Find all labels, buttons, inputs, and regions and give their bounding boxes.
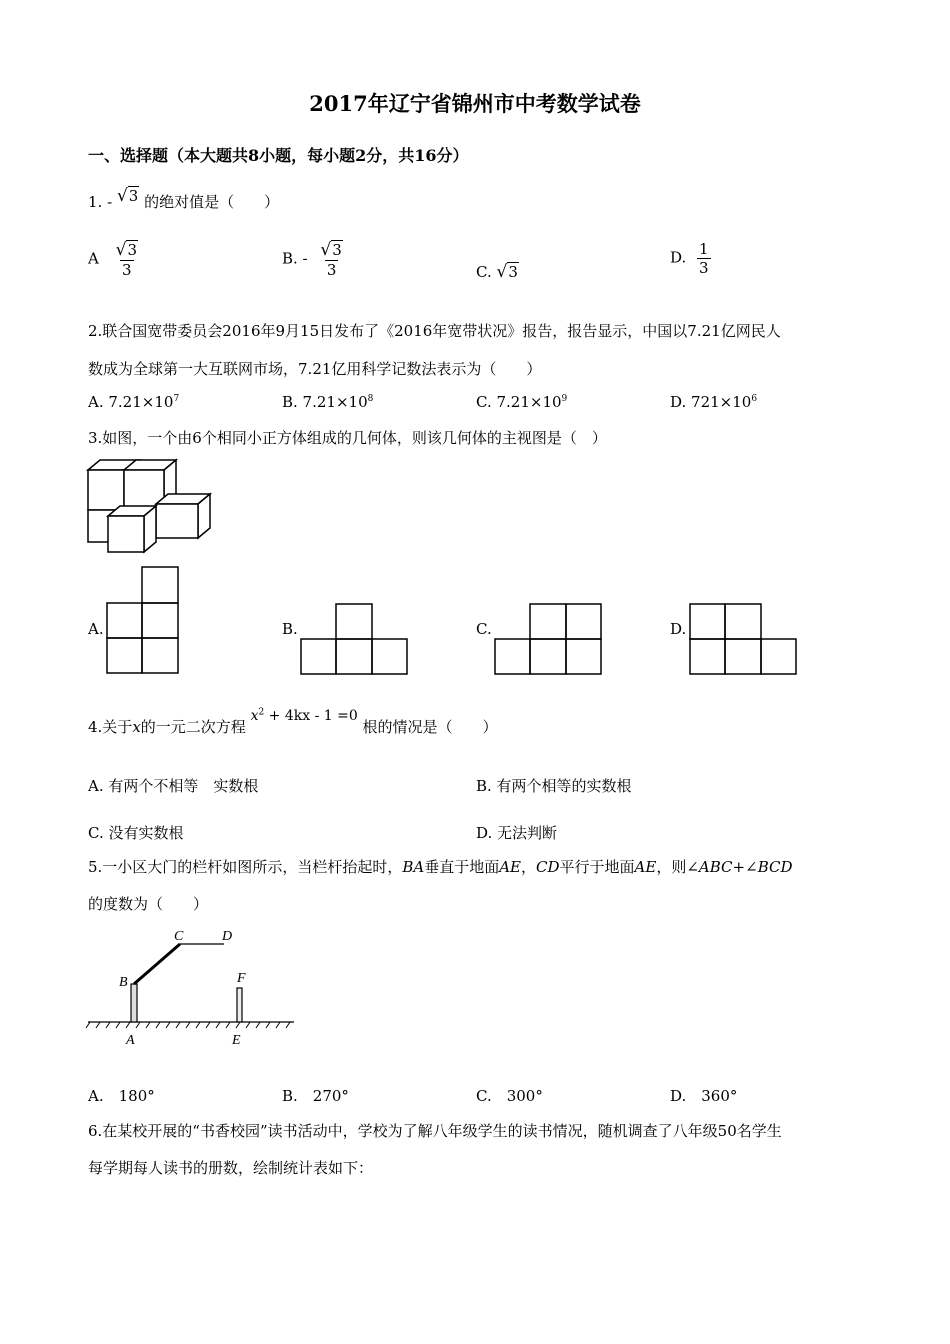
q1-option-a[interactable] — [88, 240, 140, 279]
numerator: 3 — [127, 241, 138, 259]
q1-option-c[interactable] — [476, 262, 519, 282]
eq-rest: + 4kx - 1 =0 — [264, 708, 358, 724]
q5-text: ，则∠ — [656, 858, 699, 876]
denominator: 3 — [699, 259, 709, 277]
q2-line-2: 数成为全球第一大互联网市场，7.21亿用科学记数法表示为（ ） — [88, 360, 542, 378]
q5-option-d[interactable]: D. 360° — [670, 1087, 738, 1105]
q4-variable: x — [132, 718, 141, 736]
q1-prefix: 1. - — [88, 193, 113, 211]
q2-option-b[interactable] — [282, 393, 373, 411]
q5-text: 平行于地面 — [559, 858, 635, 876]
radicand: 3 — [508, 263, 518, 281]
option-label: D. — [670, 248, 687, 267]
seg-ba: BA — [402, 858, 425, 876]
q2-option-d[interactable] — [670, 393, 757, 411]
q5-gate-figure — [86, 926, 298, 1050]
q3-view-d — [689, 603, 799, 677]
q4-option-d[interactable]: D. 无法判断 — [476, 824, 558, 842]
q3-cube-figure — [86, 458, 216, 554]
q5-text: +∠ — [732, 858, 758, 876]
q4-suffix: 根的情况是（ ） — [362, 718, 498, 736]
seg-ae: AE — [499, 858, 521, 876]
q5-text: ， — [521, 858, 537, 876]
angle-bcd: BCD — [757, 858, 793, 876]
q1-suffix: 的绝对值是（ ） — [144, 193, 280, 211]
q5-option-b[interactable]: B. 270° — [282, 1087, 349, 1105]
seg-ae: AE — [634, 858, 657, 876]
exponent: 9 — [561, 394, 568, 404]
question-4 — [88, 707, 498, 737]
q4-prefix: 4.关于 — [88, 718, 133, 736]
q4-option-c[interactable]: C. 没有实数根 — [88, 824, 184, 842]
question-1 — [88, 186, 279, 212]
q4-mid: 的一元二次方程 — [140, 718, 246, 736]
exponent: 8 — [367, 394, 374, 404]
label-c: C — [174, 929, 184, 944]
numerator: 3 — [332, 241, 342, 259]
q3-view-c — [494, 603, 604, 677]
eq-exponent: 2 — [258, 707, 265, 718]
section-heading: 一、选择题（本大题共8小题，每小题2分，共16分） — [88, 146, 469, 165]
option-label: C. — [476, 263, 492, 281]
q1-option-d[interactable] — [670, 240, 711, 277]
q2-option-c[interactable] — [476, 393, 567, 411]
q1-radicand: 3 — [128, 187, 139, 205]
q4-equation — [251, 708, 358, 724]
q5-text: 垂直于地面 — [424, 858, 500, 876]
label-b: B — [119, 975, 128, 990]
q3-view-a — [106, 566, 180, 676]
q5-line-1 — [88, 856, 793, 877]
label-e: E — [232, 1033, 241, 1048]
q3-text: 3.如图，一个由6个相同小正方体组成的几何体，则该几何体的主视图是（ ） — [88, 429, 607, 447]
label-d: D — [222, 929, 233, 944]
page-title: 2017年辽宁省锦州市中考数学试卷 — [309, 91, 641, 116]
fraction: $\frac{√3}{3}$ — [320, 240, 342, 279]
exponent: 6 — [751, 394, 758, 404]
label-a: A — [126, 1033, 135, 1048]
q2-option-a[interactable] — [88, 393, 179, 411]
exponent: 7 — [173, 394, 180, 404]
q3-option-c[interactable]: C. — [476, 620, 492, 638]
q3-option-a[interactable]: A. — [88, 620, 104, 638]
label-f: F — [237, 971, 246, 986]
option-text: B. 7.21×10 — [282, 393, 368, 411]
sqrt: √3 — [496, 262, 518, 282]
denominator: 3 — [326, 261, 337, 279]
fraction: $\frac{√3}{3}$ — [115, 240, 138, 279]
q4-option-a[interactable]: A. 有两个不相等 实数根 — [88, 777, 259, 795]
q2-line-1: 2.联合国宽带委员会2016年9月15日发布了《2016年宽带状况》报告，报告显示，中国以7.21亿网民人 — [88, 322, 781, 340]
numerator: 1 — [699, 240, 709, 258]
seg-cd: CD — [536, 858, 560, 876]
q5-option-c[interactable]: C. 300° — [476, 1087, 543, 1105]
q1-option-b[interactable] — [282, 240, 345, 279]
option-text: C. 7.21×10 — [476, 393, 562, 411]
q6-line-2: 每学期每人读书的册数，绘制统计表如下： — [88, 1159, 374, 1177]
q5-text: 5.一小区大门的栏杆如图所示，当栏杆抬起时， — [88, 858, 403, 876]
q1-sqrt: √3 — [116, 186, 139, 206]
option-text: D. 721×10 — [670, 393, 752, 411]
q3-option-d[interactable]: D. — [670, 620, 687, 638]
option-label: A — [88, 249, 99, 268]
option-label: B. - — [282, 249, 308, 268]
q5-line-2: 的度数为（ ） — [88, 895, 209, 913]
q4-option-b[interactable]: B. 有两个相等的实数根 — [476, 777, 632, 795]
angle-abc: ABC — [698, 858, 733, 876]
option-text: A. 7.21×10 — [88, 393, 174, 411]
q6-line-1: 6.在某校开展的“书香校园”读书活动中，学校为了解八年级学生的读书情况，随机调查了八年级50名学生 — [88, 1122, 782, 1140]
denominator: 3 — [122, 261, 132, 279]
fraction — [697, 240, 711, 277]
q3-view-b — [300, 603, 410, 677]
q5-option-a[interactable]: A. 180° — [88, 1087, 155, 1105]
eq-x: x — [250, 708, 259, 724]
q3-option-b[interactable]: B. — [282, 620, 298, 638]
